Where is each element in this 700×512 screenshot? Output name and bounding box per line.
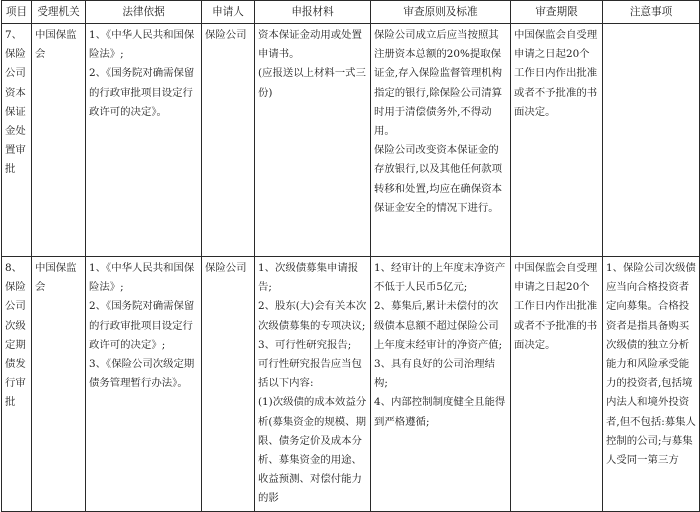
legal-basis-line: 1、《中华人民共和国保险法》; — [89, 262, 195, 294]
materials-cell — [255, 24, 371, 257]
materials-line: (1)次级债的成本效益分析(募集资金的规模、期限、债务定价及成本分析、募集资金的用途、收益预测、对偿付能力的影 — [258, 396, 367, 505]
notes-cell — [603, 24, 700, 257]
agency-cell: 中国保监会 — [32, 257, 86, 512]
header-legal-basis: 法律依据 — [86, 1, 202, 24]
legal-basis-line: 1、《中华人民共和国保险法》; — [89, 29, 195, 61]
materials-line: 可行性研究报告应当包括以下内容: — [258, 358, 362, 390]
materials-line: 1、次级债募集申请报告; — [258, 262, 359, 294]
legal-basis-cell — [86, 24, 202, 257]
header-materials: 申报材料 — [255, 1, 371, 24]
legal-basis-line: 2、《国务院对确需保留的行政审批项目设定行政许可的决定》; — [89, 300, 195, 351]
applicant-cell: 保险公司 — [202, 257, 255, 512]
standards-cell — [371, 24, 511, 257]
header-standards: 审查原则及标准 — [371, 1, 511, 24]
deadline-cell: 中国保监会自受理申请之日起20个工作日内作出批准或者不予批准的书面决定。 — [511, 257, 603, 512]
standards-line: 1、经审计的上年度末净资产不低于人民币5亿元; — [374, 262, 506, 294]
standards-line: 保险公司成立后应当按照其注册资本总额的20%提取保证金,存入保险监督管理机构指定的银行,除保险公司清算时用于清偿债务外,不得动用。 — [374, 29, 502, 138]
header-deadline: 审查期限 — [511, 1, 603, 24]
standards-cell — [371, 257, 511, 512]
header-row — [2, 1, 700, 24]
applicant-cell: 保险公司 — [202, 24, 255, 257]
standards-line: 3、具有良好的公司治理结构; — [374, 358, 495, 390]
materials-line: 2、股东(大)会有关本次次级债募集的专项决议; — [258, 300, 367, 332]
header-notes: 注意事项 — [603, 1, 700, 24]
table-row — [2, 257, 700, 512]
standards-line: 保险公司改变资本保证金的存放银行,以及其他任何款项转移和处置,均应在确保资本保证金安全的情况下进行。 — [374, 144, 502, 214]
item-cell: 8、保险公司次级定期债发行审批 — [2, 257, 32, 512]
standards-line: 2、募集后,累计未偿付的次级债本息额不超过保险公司上年度末经审计的净资产值; — [374, 300, 503, 351]
materials-line: 3、可行性研究报告; — [258, 338, 352, 351]
legal-basis-line: 2、《国务院对确需保留的行政审批项目设定行政许可的决定》。 — [89, 67, 195, 118]
materials-line: (应报送以上材料一式三份) — [258, 67, 366, 99]
header-item: 项目 — [2, 1, 32, 24]
table-row — [2, 24, 700, 257]
item-cell: 7、保险公司资本保证金处置审批 — [2, 24, 32, 257]
approval-table — [1, 0, 700, 512]
legal-basis-line: 3、《保险公司次级定期债务管理暂行办法》。 — [89, 358, 195, 390]
agency-cell: 中国保监会 — [32, 24, 86, 257]
legal-basis-cell — [86, 257, 202, 512]
notes-cell: 1、保险公司次级债应当向合格投资者定向募集。合格投资者是指具备购买次级债的独立分析能力和风险承受能力的投资者,包括境内法人和境外投资者,但不包括:募集人控制的公司;与募集人受同一第三方 — [603, 257, 700, 512]
deadline-cell: 中国保监会自受理申请之日起20个工作日内作出批准或者不予批准的书面决定。 — [511, 24, 603, 257]
materials-cell — [255, 257, 371, 512]
standards-line: 4、内部控制制度健全且能得到严格遵循; — [374, 396, 506, 428]
header-agency: 受理机关 — [32, 1, 86, 24]
materials-line: 资本保证金动用或处置申请书。 — [258, 29, 362, 61]
header-applicant: 申请人 — [202, 1, 255, 24]
